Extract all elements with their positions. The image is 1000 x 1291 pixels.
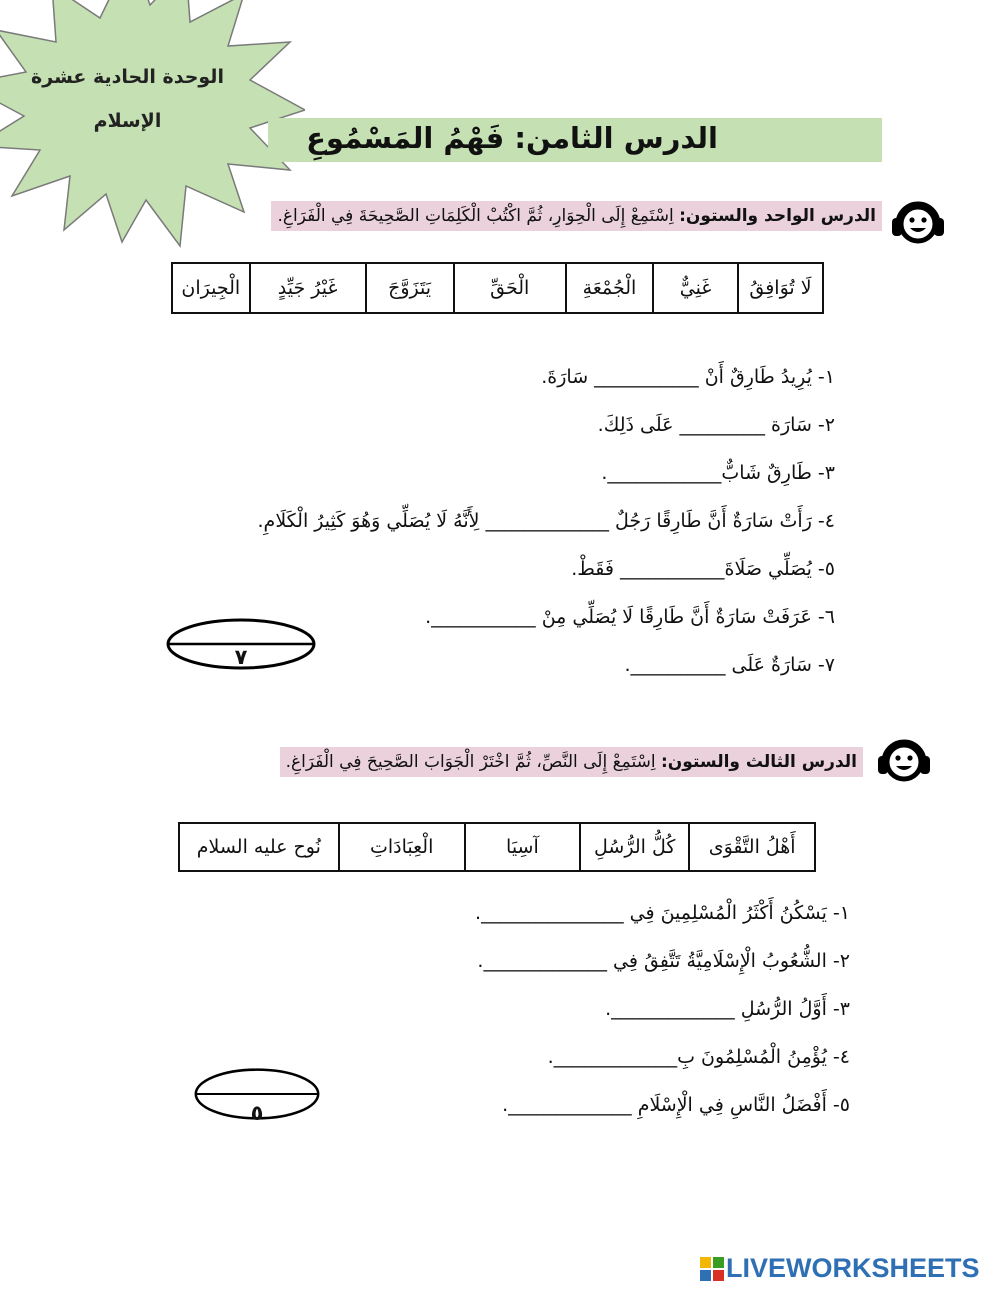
word-bank-item: غَنِيٌّ — [653, 263, 738, 313]
word-bank-item: لَا تُوَافِقُ — [738, 263, 823, 313]
word-bank-item: الْجُمْعَةِ — [566, 263, 653, 313]
section1-instruction — [271, 201, 882, 231]
word-bank-item: الْجِيرَان — [172, 263, 250, 313]
headphones-icon — [890, 192, 946, 248]
word-bank-item: الْعِبَادَاتِ — [339, 823, 465, 871]
unit-title: الوحدة الحادية عشرة — [31, 66, 224, 88]
section1-question-7: ٧- سَارَةٌ عَلَى __________. — [624, 654, 835, 676]
section2-heading: الدرس الثالث والستون: — [660, 752, 857, 772]
word-bank-item: آسِيَا — [465, 823, 580, 871]
section1-heading: الدرس الواحد والستون: — [679, 206, 876, 226]
word-bank-item: غَيْرُ جَيِّدٍ — [250, 263, 366, 313]
word-bank-item: أَهْلُ التَّقْوَى — [689, 823, 815, 871]
section1-question-1: ١- يُرِيدُ طَارِقٌ أَنْ ___________ سَارَةَ. — [541, 366, 835, 388]
section1-question-5: ٥- يُصَلِّي صَلَاةَ___________ فَقَطْ. — [571, 558, 835, 580]
unit-subtitle: الإسلام — [93, 110, 162, 132]
word-bank-item: نُوح عليه السلام — [179, 823, 339, 871]
section1-question-4: ٤- رَأَتْ سَارَةٌ أَنَّ طَارِقًا رَجُلٌ _____________ لِأَنَّهُ لَا يُصَلِّي وَهُوَ كَثِيرُ الْكَلَامِ. — [257, 510, 835, 532]
word-bank-item: يَتَزَوَّجَ — [366, 263, 454, 313]
section2-question-1: ١- يَسْكُنُ أَكْثَرُ الْمُسْلِمِينَ فِي _______________. — [475, 902, 850, 924]
section2-question-5: ٥- أَفْضَلُ النَّاسِ فِي الْإِسْلَامِ _____________. — [502, 1094, 850, 1116]
logo-text[interactable]: LIVEWORKSHEETS — [726, 1253, 980, 1283]
section2-instruction-text: اِسْتَمِعْ إِلَى النَّصِّ، ثُمَّ اخْتَرْ الْجَوَابَ الصَّحِيحَ فِي الْفَرَاغِ. — [285, 752, 656, 772]
section1-instruction-text: اِسْتَمِعْ إِلَى الْحِوَارِ، ثُمَّ اكْتُبْ الْكَلِمَاتِ الصَّحِيحَةَ فِي الْفَرَاغِ. — [277, 206, 674, 226]
logo-grid-icon — [700, 1257, 724, 1281]
section2-question-3: ٣- أَوَّلُ الرُّسُلِ _____________. — [605, 998, 850, 1020]
section2-instruction — [280, 747, 863, 777]
section1-word-bank — [171, 262, 824, 314]
word-bank-item: الْحَقِّ — [454, 263, 566, 313]
section1-score: ٧ — [234, 645, 248, 669]
section2-score: ٥ — [250, 1101, 264, 1125]
section1-question-3: ٣- طَارِقٌ شَابٌّ____________. — [601, 462, 835, 484]
headphones-icon — [876, 730, 932, 786]
section2-word-bank — [178, 822, 816, 872]
section1-question-2: ٢- سَارَة _________ عَلَى ذَلِكَ. — [597, 414, 835, 436]
section2-question-4: ٤- يُؤْمِنُ الْمُسْلِمُونَ بِ_____________. — [547, 1046, 850, 1068]
section2-question-2: ٢- الشُّعُوبُ الْإِسْلَامِيَّةُ تَتَّفِقُ فِي _____________. — [477, 950, 850, 972]
lesson-title: الدرس الثامن: فَهْمُ المَسْمُوعِ — [306, 121, 718, 155]
word-bank-item: كُلُّ الرُّسُلِ — [580, 823, 689, 871]
section1-question-6: ٦- عَرَفَتْ سَارَةٌ أَنَّ طَارِقًا لَا يُصَلِّي مِنْ ___________. — [425, 606, 835, 628]
liveworksheets-logo — [700, 1253, 996, 1287]
